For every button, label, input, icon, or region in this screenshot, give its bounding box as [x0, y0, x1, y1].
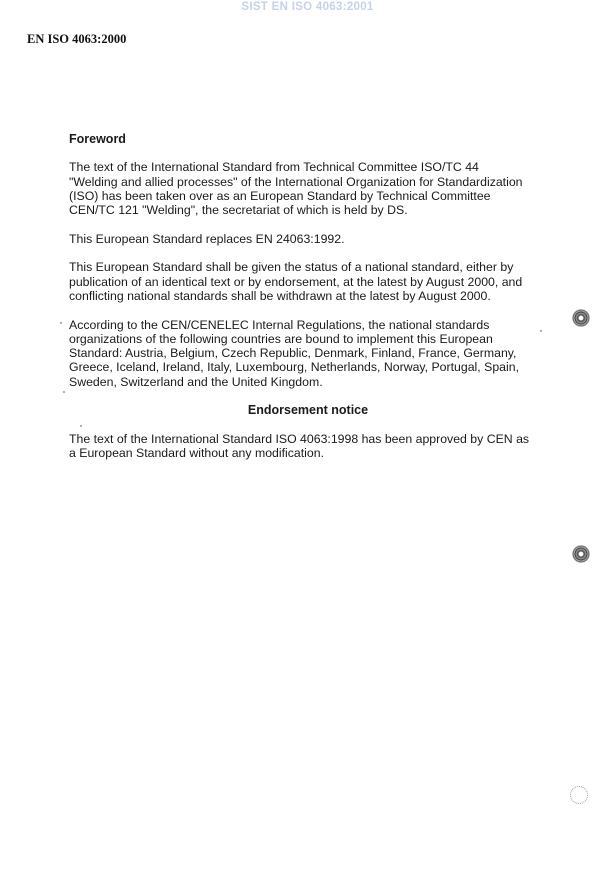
endorsement-paragraph — [69, 432, 547, 461]
text-line: (ISO) has been taken over as an European Standard by Technical Committee — [69, 188, 491, 203]
foreword-paragraph-2 — [69, 232, 547, 246]
foreword-paragraph-4 — [69, 318, 547, 389]
document-body — [69, 132, 547, 475]
text-line: a European Standard without any modification. — [69, 445, 324, 460]
scan-speck — [60, 322, 62, 324]
text-line: CEN/TC 121 "Welding", the secretariat of which is held by DS. — [69, 203, 408, 218]
punch-hole-mark — [572, 545, 590, 563]
punch-hole-mark — [570, 786, 588, 804]
text-line: According to the CEN/CENELEC Internal Regulations, the national standards — [69, 317, 490, 332]
punch-hole-mark — [572, 309, 590, 327]
text-line: This European Standard replaces EN 24063:1992. — [69, 231, 345, 246]
text-line: conflicting national standards shall be withdrawn at the latest by August 2000. — [69, 288, 491, 303]
text-line: organizations of the following countries are bound to implement this European — [69, 331, 493, 346]
scan-speck — [540, 330, 542, 332]
document-code: EN ISO 4063:2000 — [27, 32, 127, 46]
text-line: "Welding and allied processes" of the International Organization for Standardization — [69, 174, 523, 189]
text-line: publication of an identical text or by endorsement, at the latest by August 2000, and — [69, 274, 523, 289]
text-line: This European Standard shall be given the status of a national standard, either by — [69, 260, 514, 275]
scan-speck — [63, 391, 65, 393]
text-line: The text of the International Standard ISO 4063:1998 has been approved by CEN as — [69, 431, 530, 446]
foreword-heading: Foreword — [69, 132, 126, 146]
scan-speck — [80, 425, 82, 427]
text-line: Sweden, Switzerland and the United Kingdom. — [69, 374, 323, 389]
text-line: Standard: Austria, Belgium, Czech Republic, Denmark, Finland, France, Germany, — [69, 346, 517, 361]
text-line: Greece, Iceland, Ireland, Italy, Luxembourg, Netherlands, Norway, Portugal, Spain, — [69, 360, 519, 375]
watermark-text: SIST EN ISO 4063:2001 — [241, 1, 374, 13]
endorsement-heading: Endorsement notice — [247, 403, 369, 418]
foreword-paragraph-3 — [69, 260, 547, 303]
foreword-paragraph-1 — [69, 160, 547, 217]
text-line: The text of the International Standard from Technical Committee ISO/TC 44 — [69, 160, 479, 175]
